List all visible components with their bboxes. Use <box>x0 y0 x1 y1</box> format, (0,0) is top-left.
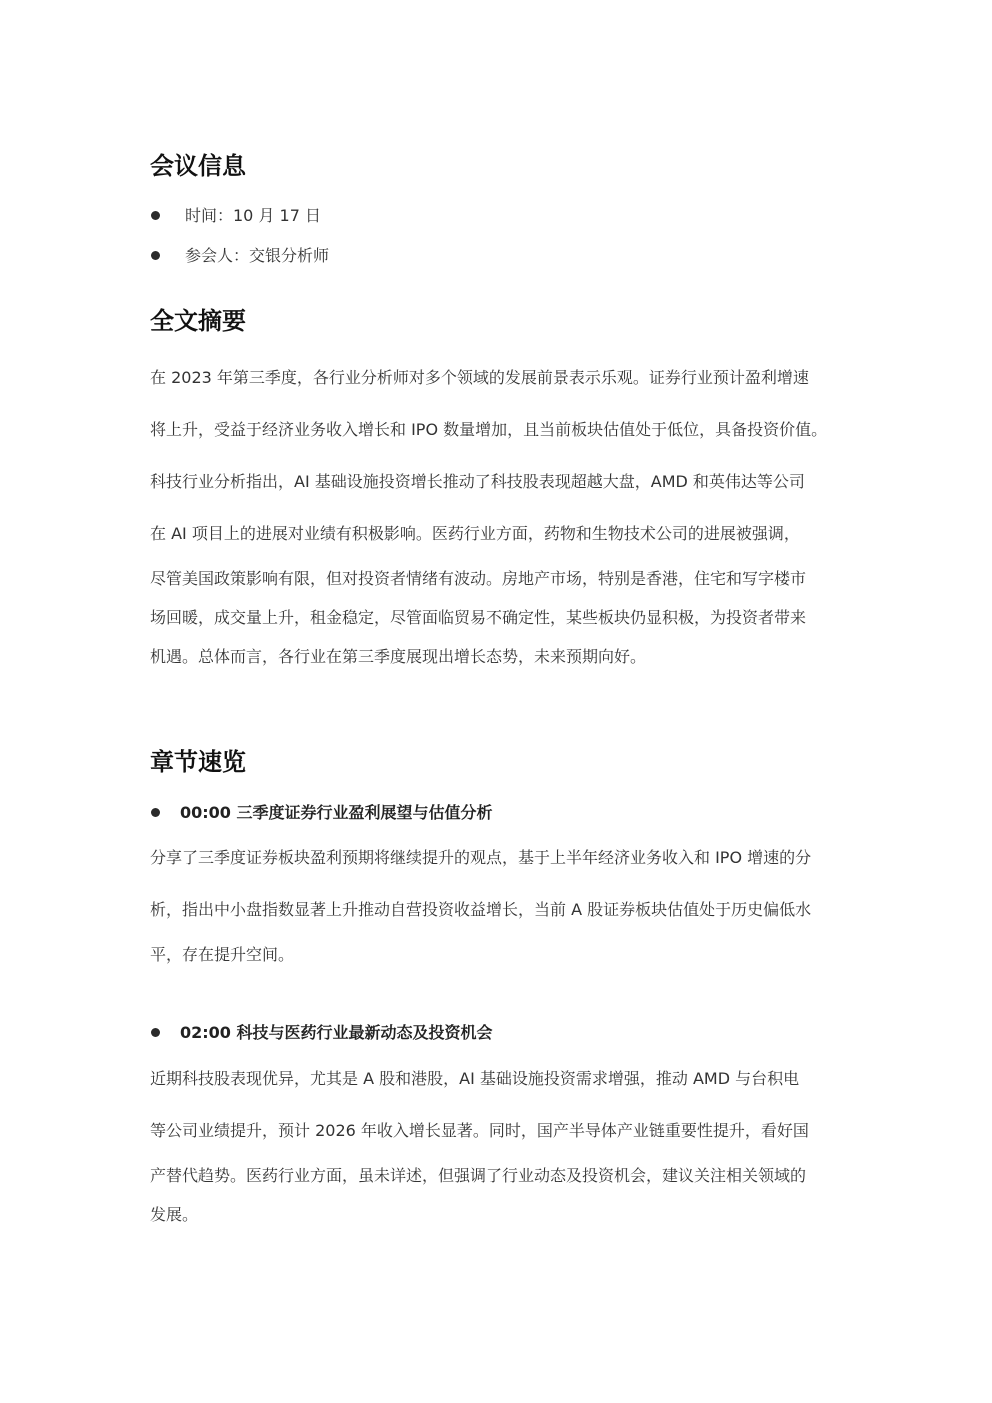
bullet-dot-icon <box>151 251 160 260</box>
summary-line: 机遇。总体而言，各行业在第三季度展现出增长态势，未来预期向好。 <box>150 647 647 666</box>
meeting-attendees-text: 参会人：交银分析师 <box>185 246 330 265</box>
meeting-time-text: 时间：10 月 17 日 <box>185 206 321 225</box>
chapter-title-text: 00:00 三季度证券行业盈利展望与估值分析 <box>180 803 493 822</box>
meeting-info-heading: 会议信息 <box>150 152 246 180</box>
summary-line: 在 AI 项目上的进展对业绩有积极影响。医药行业方面，药物和生物技术公司的进展被强调， <box>150 524 800 543</box>
summary-line: 在 2023 年第三季度，各行业分析师对多个领域的发展前景表示乐观。证券行业预计盈利增速 <box>150 368 809 387</box>
summary-line: 场回暖，成交量上升，租金稳定，尽管面临贸易不确定性，某些板块仍显积极，为投资者带来 <box>150 608 807 627</box>
bullet-dot-icon <box>151 808 160 817</box>
chapter-body-line: 发展。 <box>150 1205 199 1224</box>
summary-heading: 全文摘要 <box>150 307 246 335</box>
chapter-body-line: 近期科技股表现优异，尤其是 A 股和港股，AI 基础设施投资需求增强，推动 AMD 与台积电 <box>150 1069 800 1088</box>
chapter-body-line: 分享了三季度证券板块盈利预期将继续提升的观点，基于上半年经济业务收入和 IPO 增速的分 <box>150 848 812 867</box>
chapter-body-line: 析，指出中小盘指数显著上升推动自营投资收益增长，当前 A 股证券板块估值处于历史偏低水 <box>150 900 812 919</box>
chapter-body-line: 等公司业绩提升，预计 2026 年收入增长显著。同时，国产半导体产业链重要性提升，看好国 <box>150 1121 809 1140</box>
chapter-title-text: 02:00 科技与医药行业最新动态及投资机会 <box>180 1023 493 1042</box>
chapter-body-line: 平，存在提升空间。 <box>150 945 295 964</box>
summary-line: 将上升，受益于经济业务收入增长和 IPO 数量增加，且当前板块估值处于低位，具备投资价值。 <box>150 420 828 439</box>
chapters-heading: 章节速览 <box>150 748 246 776</box>
bullet-dot-icon <box>151 1028 160 1037</box>
summary-line: 科技行业分析指出，AI 基础设施投资增长推动了科技股表现超越大盘，AMD 和英伟达等公司 <box>150 472 805 491</box>
bullet-dot-icon <box>151 211 160 220</box>
summary-line: 尽管美国政策影响有限，但对投资者情绪有波动。房地产市场，特别是香港，住宅和写字楼市 <box>150 569 807 588</box>
chapter-body-line: 产替代趋势。医药行业方面，虽未详述，但强调了行业动态及投资机会，建议关注相关领域的 <box>150 1166 807 1185</box>
